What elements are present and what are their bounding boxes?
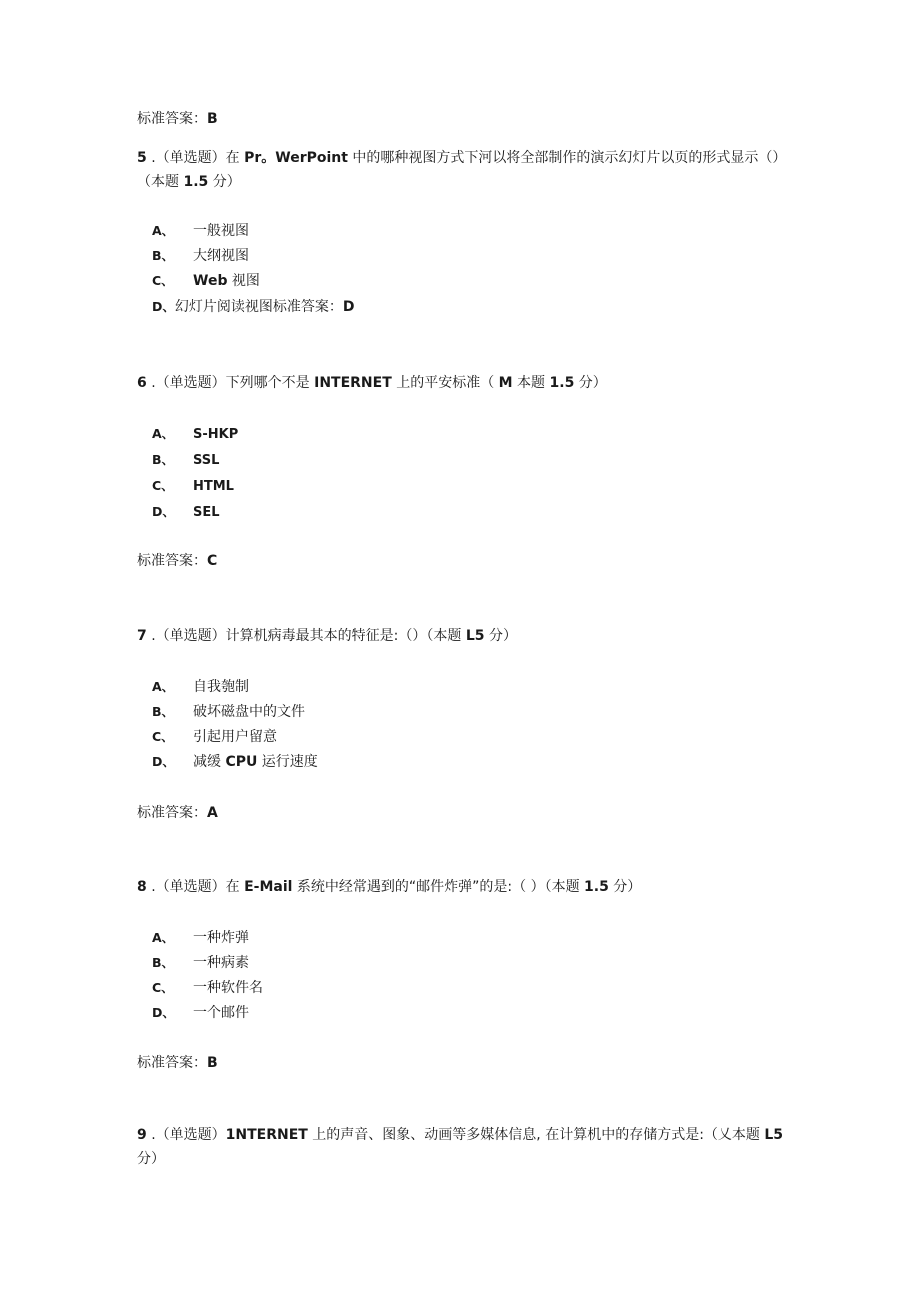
question-score: L5 bbox=[764, 1127, 784, 1143]
option-text: 一种炸弹 bbox=[193, 930, 249, 946]
option-text: 大纲视图 bbox=[193, 248, 249, 264]
question-score: L5 bbox=[465, 628, 485, 644]
question-text: 分） bbox=[574, 375, 607, 391]
option-letter: B、 bbox=[152, 704, 175, 719]
option-text: 幻灯片阅读视图标准答案： bbox=[174, 299, 343, 315]
option-term: Web bbox=[193, 273, 228, 289]
option-c bbox=[152, 727, 277, 747]
question-text: 分） bbox=[137, 1151, 165, 1167]
question-term: E-Mail bbox=[244, 879, 293, 895]
option-letter: D、 bbox=[152, 754, 175, 769]
option-b bbox=[152, 246, 249, 266]
question-number: 9 bbox=[137, 1127, 147, 1143]
question-7 bbox=[137, 625, 517, 647]
option-c bbox=[152, 978, 263, 998]
question-term: 1NTERNET bbox=[225, 1127, 308, 1143]
option-letter: A、 bbox=[152, 930, 175, 945]
answer-label: 标准答案： bbox=[137, 1055, 207, 1071]
question-text: .（单选题）下列哪个不是 bbox=[146, 375, 315, 391]
question-number: 8 bbox=[137, 879, 147, 895]
question-text: 分） bbox=[484, 628, 517, 644]
option-letter: C、 bbox=[152, 273, 174, 288]
option-term: CPU bbox=[225, 754, 258, 770]
option-letter: C、 bbox=[152, 980, 174, 995]
question-text: 上的声音、图象、动画等多媒体信息, 在计算机中的存储方式是:（乂本题 bbox=[307, 1127, 765, 1143]
question-text: .（单选题）在 bbox=[146, 150, 245, 166]
question-number: 7 bbox=[137, 628, 147, 644]
answer-label: 标准答案： bbox=[137, 111, 207, 127]
option-letter: D、 bbox=[152, 1005, 175, 1020]
answer-7 bbox=[137, 803, 218, 823]
option-text: 破坏磁盘中的文件 bbox=[193, 704, 305, 720]
option-d bbox=[152, 502, 220, 523]
option-letter: A、 bbox=[152, 679, 175, 694]
option-letter: A、 bbox=[152, 426, 175, 441]
answer-value: B bbox=[207, 1055, 218, 1071]
question-text: .（单选题）在 bbox=[146, 879, 245, 895]
answer-value: A bbox=[207, 805, 218, 821]
question-score: 1.5 bbox=[183, 174, 209, 190]
answer-label: 标准答案： bbox=[137, 553, 207, 569]
option-c bbox=[152, 271, 260, 291]
option-c bbox=[152, 476, 234, 497]
option-text: 减缓 bbox=[193, 754, 226, 770]
option-letter: C、 bbox=[152, 729, 174, 744]
option-text: 运行速度 bbox=[257, 754, 318, 770]
option-d bbox=[152, 297, 355, 317]
question-text: 分） bbox=[608, 879, 642, 895]
answer-8 bbox=[137, 1053, 218, 1073]
option-text: HTML bbox=[193, 479, 234, 494]
answer-value: C bbox=[207, 553, 218, 569]
option-text: 视图 bbox=[227, 273, 260, 289]
option-text: SSL bbox=[193, 453, 220, 468]
option-text: 一种病素 bbox=[193, 955, 249, 971]
option-a bbox=[152, 677, 249, 697]
question-text: 系统中经常遇到的“邮件炸弹”的是:（ ）（本题 bbox=[292, 879, 585, 895]
answer-6 bbox=[137, 551, 217, 571]
option-text: 引起用户留意 bbox=[193, 729, 277, 745]
option-b bbox=[152, 450, 219, 471]
answer-value: B bbox=[207, 111, 218, 127]
question-score: 1.5 bbox=[584, 879, 609, 895]
question-score: 1.5 bbox=[549, 375, 575, 391]
option-letter: C、 bbox=[152, 478, 174, 493]
question-8 bbox=[137, 876, 641, 898]
question-text: 中的哪种视图方式下河以将全部制作的演示幻灯片以页的形式显示（）（本题 bbox=[137, 150, 787, 190]
question-6 bbox=[137, 372, 607, 394]
option-a bbox=[152, 424, 238, 445]
option-letter: A、 bbox=[152, 223, 175, 238]
option-letter: D、 bbox=[152, 299, 175, 314]
question-text: 本题 bbox=[512, 375, 550, 391]
option-text: 一种软件名 bbox=[193, 980, 263, 996]
question-term: INTERNET bbox=[314, 375, 392, 391]
question-5 bbox=[137, 146, 787, 194]
option-text: 自我匏制 bbox=[193, 679, 249, 695]
question-text: .（单选题）计算机病毒最其本的特征是:（）（本题 bbox=[146, 628, 466, 644]
option-letter: D、 bbox=[152, 504, 175, 519]
question-text: 分） bbox=[208, 174, 241, 190]
option-text: S-HKP bbox=[193, 427, 239, 442]
question-number: 5 bbox=[137, 150, 147, 166]
answer-label: 标准答案： bbox=[137, 805, 207, 821]
option-text: 一个邮件 bbox=[193, 1005, 249, 1021]
option-letter: B、 bbox=[152, 248, 175, 263]
option-letter: B、 bbox=[152, 452, 175, 467]
question-term: Pr。WerPoint bbox=[244, 150, 348, 166]
question-9 bbox=[137, 1123, 787, 1171]
option-text: 一般视图 bbox=[193, 223, 249, 239]
question-text: .（单选题） bbox=[146, 1127, 226, 1143]
answer-value: D bbox=[342, 299, 355, 315]
option-b bbox=[152, 953, 249, 973]
option-a bbox=[152, 221, 249, 241]
option-d bbox=[152, 1003, 249, 1023]
answer-4 bbox=[137, 109, 218, 129]
option-d bbox=[152, 752, 318, 772]
question-number: 6 bbox=[137, 375, 147, 391]
option-a bbox=[152, 928, 249, 948]
question-text: 上的平安标准（ bbox=[391, 375, 499, 391]
option-b bbox=[152, 702, 305, 722]
option-text: SEL bbox=[193, 505, 220, 520]
question-term: M bbox=[498, 375, 513, 391]
option-letter: B、 bbox=[152, 955, 175, 970]
